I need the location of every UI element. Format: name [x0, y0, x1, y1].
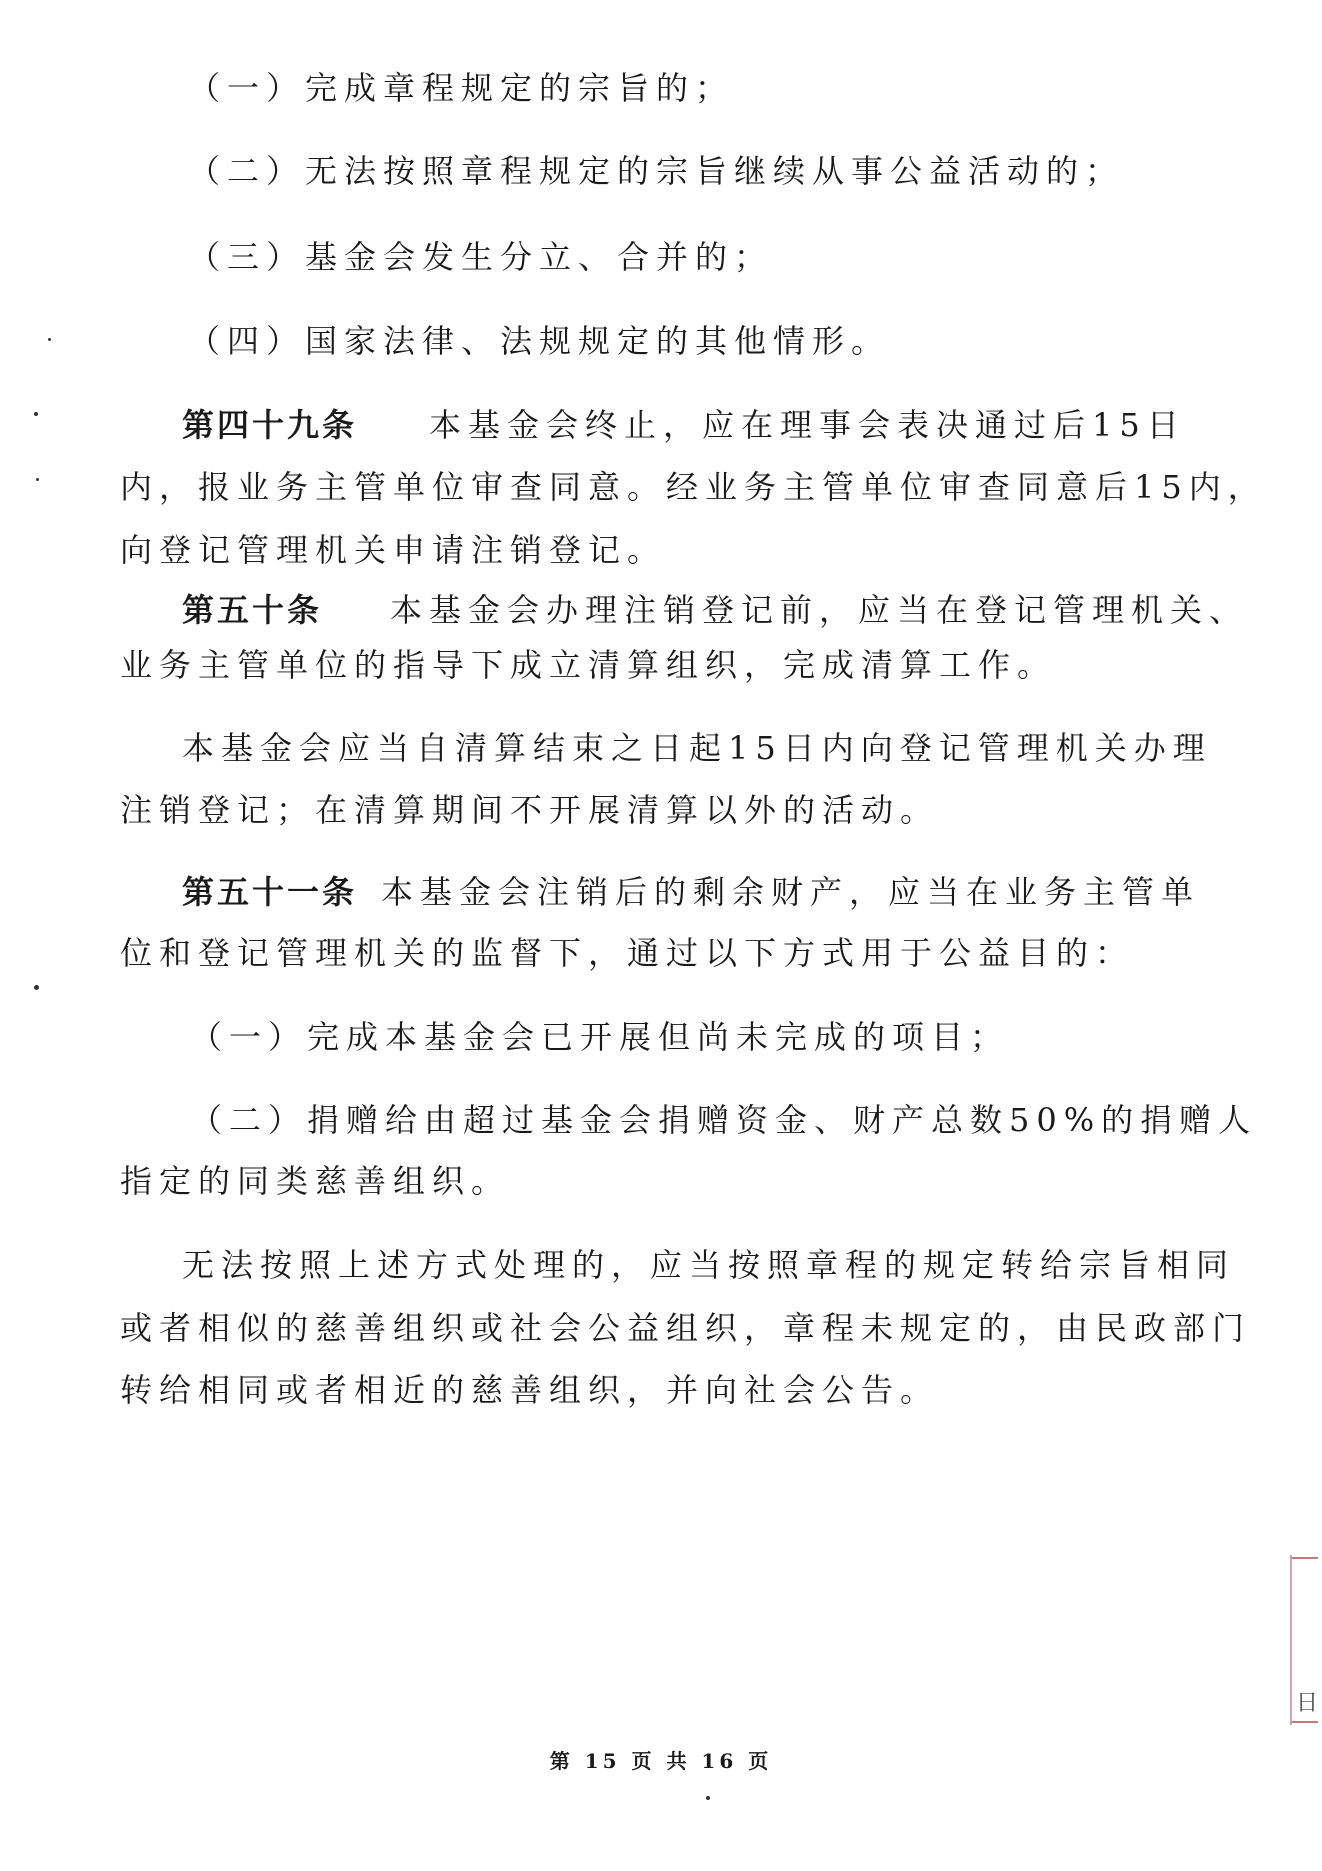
clause-item-3: （三）基金会发生分立、合并的；: [188, 238, 774, 276]
article-51-para-line-3: 转给相同或者相近的慈善组织，并向社会公告。: [120, 1371, 940, 1409]
scan-speck: [36, 478, 39, 481]
clause-item-1: （一）完成章程规定的宗旨的；: [188, 69, 735, 107]
article-50-heading: 第五十条: [182, 591, 323, 629]
article-50-text-1: 本基金会办理注销登记前，应当在登记管理机关、: [390, 591, 1249, 629]
scan-speck: [34, 412, 38, 416]
article-51-item-1: （一）完成本基金会已开展但尚未完成的项目；: [190, 1018, 1010, 1056]
article-51-heading: 第五十一条: [182, 873, 358, 911]
article-49-line-3: 向登记管理机关申请注销登记。: [120, 531, 667, 569]
clause-item-2: （二）无法按照章程规定的宗旨继续从事公益活动的；: [188, 152, 1125, 190]
article-51-para-line-2: 或者相似的慈善组织或社会公益组织，章程未规定的，由民政部门: [120, 1309, 1252, 1347]
article-51-line-2: 位和登记管理机关的监督下，通过以下方式用于公益目的：: [120, 934, 1135, 972]
article-51-text-1: 本基金会注销后的剩余财产，应当在业务主管单: [381, 873, 1201, 911]
scan-speck: [48, 338, 51, 341]
seal-edge-tick: [1292, 1557, 1318, 1559]
article-51-para-line-1: 无法按照上述方式处理的，应当按照章程的规定转给宗旨相同: [182, 1246, 1236, 1284]
article-50-para2-line-2: 注销登记；在清算期间不开展清算以外的活动。: [120, 791, 940, 829]
article-51-item-2-line-2: 指定的同类慈善组织。: [120, 1162, 511, 1200]
article-49-heading: 第四十九条: [182, 406, 358, 444]
scan-speck: [34, 985, 39, 990]
article-49-line-2: 内，报业务主管单位审查同意。经业务主管单位审查同意后15内，: [120, 468, 1267, 506]
article-49-text-1: 本基金会终止，应在理事会表决通过后15日: [429, 406, 1186, 444]
article-50-line-2: 业务主管单位的指导下成立清算组织，完成清算工作。: [120, 646, 1057, 684]
article-50-line-1: [182, 590, 1248, 630]
scan-speck: [706, 1796, 710, 1800]
article-51-line-1: [182, 872, 1200, 912]
seal-edge-tick: [1292, 1721, 1318, 1723]
article-49-line-1: [182, 405, 1186, 445]
seal-edge-character: 日: [1295, 1691, 1318, 1716]
page-number: 第 15 页 共 16 页: [549, 1749, 773, 1773]
article-51-item-2-line-1: （二）捐赠给由超过基金会捐赠资金、财产总数50%的捐赠人: [190, 1101, 1258, 1139]
clause-item-4: （四）国家法律、法规规定的其他情形。: [188, 322, 891, 360]
article-50-para2-line-1: 本基金会应当自清算结束之日起15日内向登记管理机关办理: [182, 729, 1212, 767]
